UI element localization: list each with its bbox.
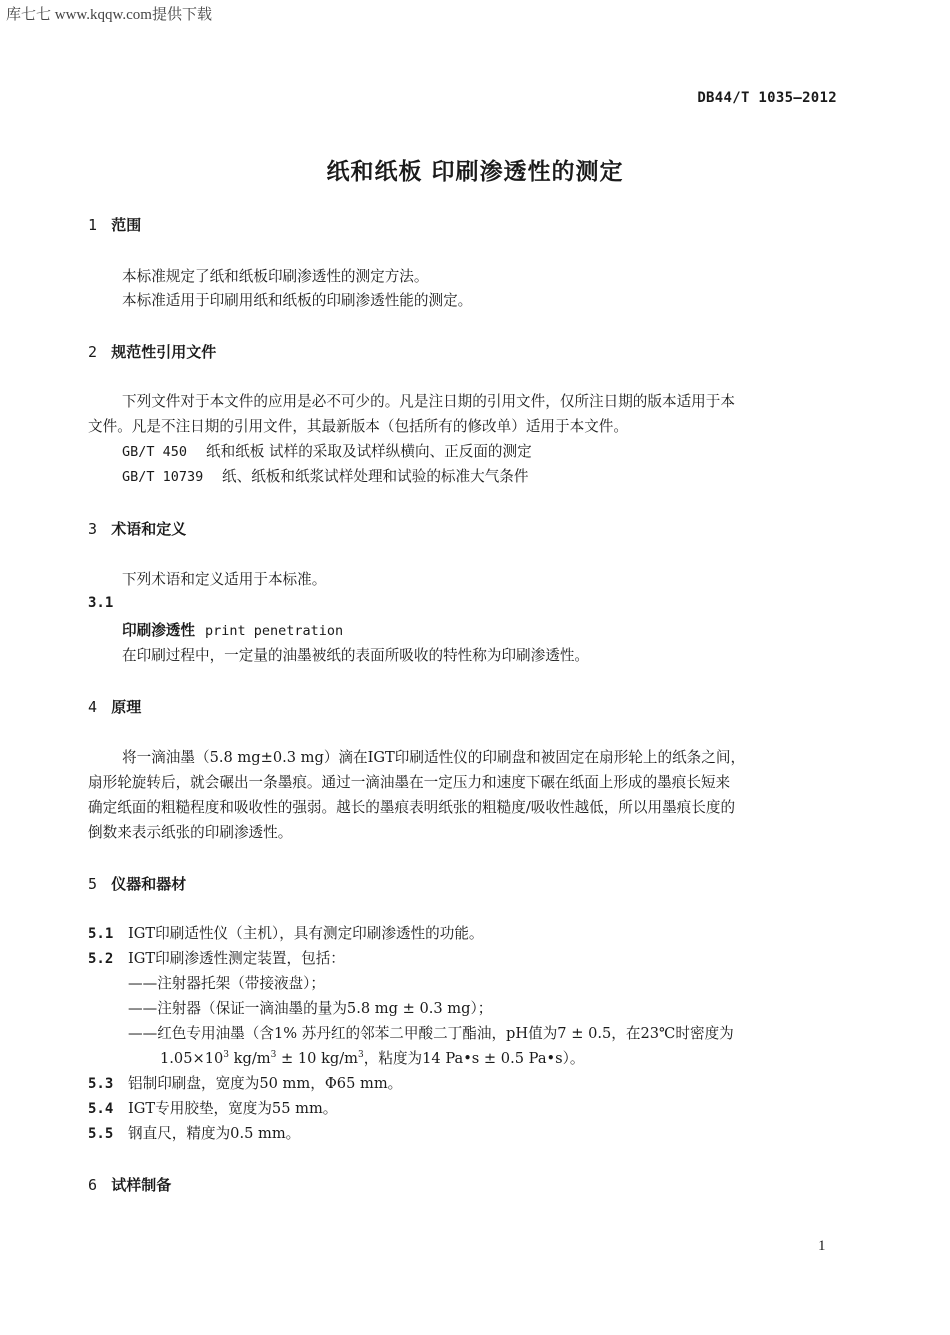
list-item bbox=[88, 1096, 337, 1122]
reference-title: 纸、纸板和纸浆试样处理和试验的标准大气条件 bbox=[222, 468, 529, 485]
paragraph: 下列术语和定义适用于本标准。 bbox=[122, 571, 327, 588]
section-number: 1 bbox=[88, 216, 98, 234]
section-title: 试样制备 bbox=[111, 1176, 172, 1194]
section-number: 5 bbox=[88, 875, 98, 893]
paragraph: 本标准规定了纸和纸板印刷渗透性的测定方法。 bbox=[122, 268, 429, 285]
item-number: 5.5 bbox=[88, 1126, 114, 1142]
item-text: 钢直尺，精度为0.5 mm。 bbox=[128, 1125, 301, 1142]
superscript: 3 bbox=[270, 1050, 277, 1061]
list-item bbox=[88, 1121, 300, 1147]
paragraph-line: 扇形轮旋转后，就会碾出一条墨痕。通过一滴油墨在一定压力和速度下碾在纸面上形成的墨痕长短来 bbox=[88, 774, 731, 791]
section-number: 3 bbox=[88, 520, 98, 538]
section-number: 6 bbox=[88, 1176, 98, 1194]
term-english: print penetration bbox=[204, 623, 344, 639]
superscript: 3 bbox=[358, 1050, 364, 1061]
superscript: 3 bbox=[223, 1050, 230, 1061]
reference-code: GB/T 10739 bbox=[122, 469, 204, 485]
term-number: 3.1 bbox=[88, 595, 114, 611]
paragraph-line: 倒数来表示纸张的印刷渗透性。 bbox=[88, 824, 293, 841]
item-number: 5.1 bbox=[88, 926, 114, 942]
list-item bbox=[88, 921, 484, 947]
reference-code: GB/T 450 bbox=[122, 444, 188, 460]
item-text: IGT专用胶垫，宽度为55 mm。 bbox=[128, 1100, 338, 1117]
item-number: 5.3 bbox=[88, 1076, 114, 1092]
term-name bbox=[122, 618, 343, 644]
section-heading-apparatus bbox=[88, 873, 186, 894]
watermark-text: 库七七 www.kqqw.com提供下载 bbox=[6, 7, 212, 23]
formula-part: 1.05×10 bbox=[160, 1050, 224, 1067]
section-heading-references bbox=[88, 341, 216, 362]
section-title: 仪器和器材 bbox=[111, 875, 187, 893]
paragraph-line: 确定纸面的粗糙程度和吸收性的强弱。越长的墨痕表明纸张的粗糙度/吸收性越低，所以用墨痕长度的 bbox=[88, 799, 736, 816]
section-title: 术语和定义 bbox=[111, 520, 187, 538]
section-heading-sample-preparation bbox=[88, 1174, 171, 1195]
term-definition: 在印刷过程中，一定量的油墨被纸的表面所吸收的特性称为印刷渗透性。 bbox=[122, 647, 590, 664]
item-text: IGT印刷适性仪（主机），具有测定印刷渗透性的功能。 bbox=[128, 925, 484, 942]
formula-part: ± 10 kg/m bbox=[276, 1050, 359, 1067]
section-number: 2 bbox=[88, 343, 98, 361]
section-number: 4 bbox=[88, 698, 98, 716]
dash-item-continuation bbox=[160, 1046, 585, 1071]
paragraph-line: 文件。凡是不注日期的引用文件，其最新版本（包括所有的修改单）适用于本文件。 bbox=[88, 418, 628, 435]
paragraph: 本标准适用于印刷用纸和纸板的印刷渗透性能的测定。 bbox=[122, 292, 473, 309]
list-item bbox=[88, 946, 345, 972]
section-heading-principle bbox=[88, 696, 141, 717]
section-title: 范围 bbox=[111, 216, 142, 234]
formula-part: ，粘度为14 Pa•s ± 0.5 Pa•s）。 bbox=[363, 1050, 585, 1067]
item-text: 铝制印刷盘，宽度为50 mm，Φ65 mm。 bbox=[128, 1075, 403, 1092]
term-chinese: 印刷渗透性 bbox=[122, 622, 195, 639]
item-number: 5.2 bbox=[88, 951, 114, 967]
section-heading-terms bbox=[88, 518, 186, 539]
list-item bbox=[88, 1071, 402, 1097]
section-title: 原理 bbox=[111, 698, 142, 716]
formula-part: kg/m bbox=[229, 1050, 271, 1067]
dash-item: ——注射器（保证一滴油墨的量为5.8 mg ± 0.3 mg）； bbox=[128, 1000, 493, 1017]
item-text: IGT印刷渗透性测定装置，包括： bbox=[128, 950, 345, 967]
document-title: 纸和纸板 印刷渗透性的测定 bbox=[326, 159, 624, 185]
standard-code: DB44/T 1035—2012 bbox=[697, 90, 837, 106]
paragraph-line: 下列文件对于本文件的应用是必不可少的。凡是注日期的引用文件，仅所注日期的版本适用于本 bbox=[122, 393, 735, 410]
section-heading-scope bbox=[88, 214, 141, 235]
section-title: 规范性引用文件 bbox=[111, 343, 217, 361]
page-number: 1 bbox=[818, 1238, 826, 1254]
reference-title: 纸和纸板 试样的采取及试样纵横向、正反面的测定 bbox=[206, 443, 532, 460]
dash-item: ——注射器托架（带接液盘）； bbox=[128, 975, 326, 992]
reference-item bbox=[122, 439, 532, 465]
reference-item bbox=[122, 464, 528, 490]
paragraph-line: 将一滴油墨（5.8 mg±0.3 mg）滴在IGT印刷适性仪的印刷盘和被固定在扇形轮上的纸条之间， bbox=[122, 749, 746, 766]
dash-item: ——红色专用油墨（含1% 苏丹红的邻苯二甲酸二丁酯油，pH值为7 ± 0.5，在23℃时密度为 bbox=[128, 1025, 734, 1042]
item-number: 5.4 bbox=[88, 1101, 114, 1117]
